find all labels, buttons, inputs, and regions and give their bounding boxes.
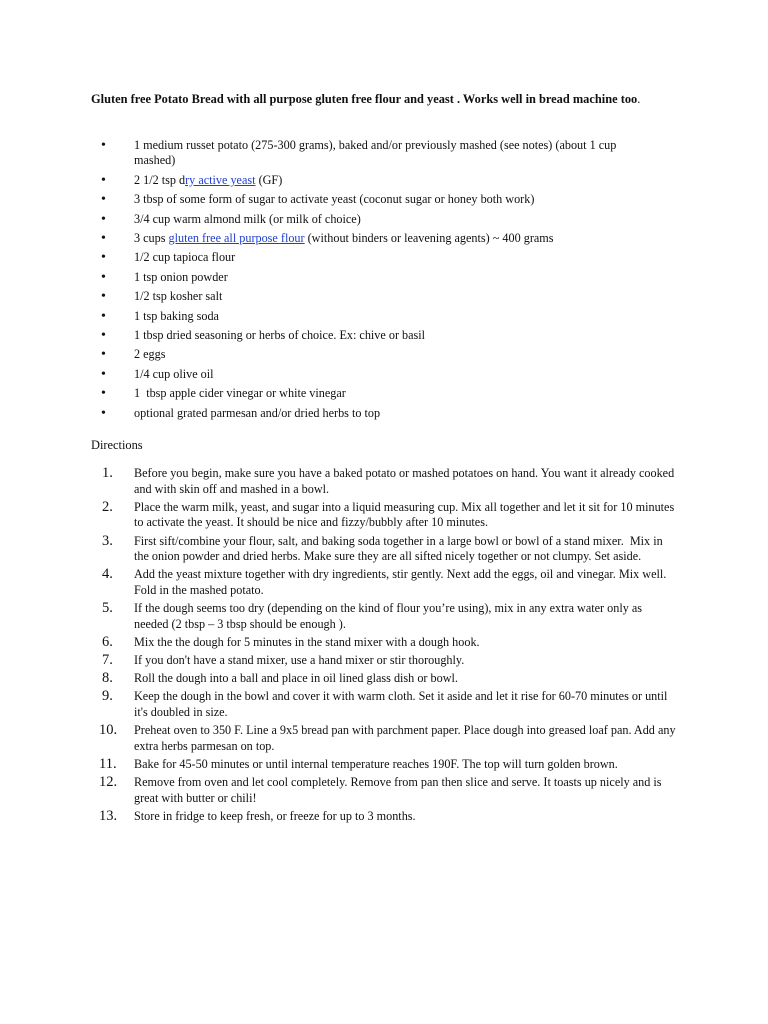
step-number: 12. <box>99 774 118 791</box>
ingredient-item <box>0 309 654 324</box>
ingredient-item <box>0 250 654 265</box>
ingredient-text: 1 tsp baking soda <box>134 308 219 323</box>
direction-step <box>0 601 679 632</box>
direction-step <box>0 671 679 687</box>
step-number: 4. <box>102 566 113 583</box>
direction-step <box>0 653 679 669</box>
step-text: Remove from oven and let cool completely. Remove from pan then slice and serve. It toasts up nicely and is great with butter or chili! <box>134 775 662 805</box>
ingredient-item <box>0 367 654 382</box>
recipe-title-period: . <box>637 92 641 106</box>
direction-step <box>0 500 679 531</box>
ingredient-text: 2 eggs <box>134 347 166 362</box>
ingredient-item <box>0 138 654 169</box>
ingredient-text: optional grated parmesan and/or dried herbs to top <box>134 405 381 420</box>
ingredient-item <box>0 173 654 188</box>
step-text: Before you begin, make sure you have a baked potato or mashed potatoes on hand. You want it already cooked and with skin off and mashed in a bowl. <box>134 466 675 496</box>
step-number: 7. <box>102 652 113 669</box>
ingredient-item <box>0 386 654 401</box>
step-number: 13. <box>99 808 118 824</box>
recipe-title <box>91 92 651 107</box>
step-number: 3. <box>102 532 113 549</box>
bullet-icon: • <box>101 250 106 266</box>
bullet-icon: • <box>101 211 106 227</box>
step-text: If you don't have a stand mixer, use a hand mixer or stir thoroughly. <box>134 653 465 668</box>
ingredient-text: 1 tbsp dried seasoning or herbs of choice. Ex: chive or basil <box>134 328 426 343</box>
ingredient-item <box>0 328 654 343</box>
bullet-icon: • <box>101 231 106 247</box>
ingredient-item <box>0 212 654 227</box>
step-text: If the dough seems too dry (depending on the kind of flour you’re using), mix in any extra water only as needed (2 tbsp – 3 tbsp should be enough ). <box>134 601 643 631</box>
ingredient-list <box>0 138 768 425</box>
ingredient-item <box>0 289 654 304</box>
ingredient-text-after: (GF) <box>255 172 283 187</box>
step-number: 6. <box>102 633 113 650</box>
direction-step <box>0 775 679 806</box>
bullet-icon: • <box>101 172 106 188</box>
ingredient-text-after: (without binders or leavening agents) ~ 400 grams <box>304 231 554 246</box>
step-number: 2. <box>102 498 113 515</box>
ingredient-item <box>0 192 654 207</box>
ingredient-text: 3 cups <box>134 231 169 246</box>
step-text: Keep the dough in the bowl and cover it with warm cloth. Set it aside and let it rise for 60-70 minutes or until it's doubled in size. <box>134 689 668 720</box>
bullet-icon: • <box>101 192 106 208</box>
direction-step <box>0 534 679 565</box>
direction-step <box>0 757 679 773</box>
step-text: Add the yeast mixture together with dry ingredients, stir gently. Next add the eggs, oil and vinegar. Mix well. Fold in the mashed potato. <box>134 567 667 597</box>
ingredient-text: 1/2 tsp kosher salt <box>134 289 223 304</box>
ingredient-item <box>0 231 654 246</box>
direction-step <box>0 567 679 598</box>
step-number: 1. <box>102 465 113 481</box>
ingredient-item <box>0 347 654 362</box>
step-text: Store in fridge to keep fresh, or freeze for up to 3 months. <box>134 809 416 823</box>
directions-heading: Directions <box>91 438 143 452</box>
ingredient-item <box>0 270 654 285</box>
step-number: 9. <box>102 688 113 705</box>
ingredient-item <box>0 406 654 421</box>
ingredient-text: 1/4 cup olive oil <box>134 366 214 381</box>
bullet-icon: • <box>101 347 106 363</box>
step-number: 8. <box>102 670 113 687</box>
bullet-icon: • <box>101 289 106 305</box>
step-text: Bake for 45-50 minutes or until internal temperature reaches 190F. The top will turn golden brown. <box>134 757 618 772</box>
ingredient-text: 1 tbsp apple cider vinegar or white vinegar <box>134 386 346 401</box>
step-text: Roll the dough into a ball and place in oil lined glass dish or bowl. <box>134 671 458 686</box>
bullet-icon: • <box>101 386 106 402</box>
step-text: First sift/combine your flour, salt, and baking soda together in a large bowl or bowl of a stand mixer. Mix in the onion powder and dried herbs. Make sure they are all sifted nicely together or not clumpy. Set aside. <box>134 533 666 564</box>
ingredient-text: 1 tsp onion powder <box>134 269 228 284</box>
step-number: 10. <box>99 722 118 739</box>
dry-active-yeast-link[interactable]: ry active yeast <box>185 172 256 187</box>
gluten-free-flour-link[interactable]: gluten free all purpose flour <box>168 231 305 246</box>
step-number: 5. <box>102 600 113 617</box>
step-text: Preheat oven to 350 F. Line a 9x5 bread pan with parchment paper. Place dough into greased loaf pan. Add any extra herbs parmesan on top. <box>134 723 676 753</box>
directions-list <box>0 466 768 827</box>
direction-step <box>0 809 679 825</box>
bullet-icon: • <box>101 308 106 324</box>
ingredient-text: 1/2 cup tapioca flour <box>134 250 236 265</box>
direction-step <box>0 466 679 497</box>
ingredient-text: 3 tbsp of some form of sugar to activate yeast (coconut sugar or honey both work) <box>134 192 535 207</box>
direction-step <box>0 689 679 720</box>
bullet-icon: • <box>101 269 106 285</box>
step-text: Mix the the dough for 5 minutes in the stand mixer with a dough hook. <box>134 634 480 649</box>
direction-step <box>0 723 679 754</box>
step-text: Place the warm milk, yeast, and sugar into a liquid measuring cup. Mix all together and let it sit for 10 minutes to activate the yeast. It should be nice and fizzy/bubbly after 10 minutes. <box>134 499 675 530</box>
recipe-title-text: Gluten free Potato Bread with all purpose gluten free flour and yeast . Works well in bread machine too <box>91 92 638 106</box>
bullet-icon: • <box>101 138 106 153</box>
bullet-icon: • <box>101 366 106 382</box>
bullet-icon: • <box>101 328 106 344</box>
ingredient-text: 2 1/2 tsp d <box>134 172 186 187</box>
ingredient-text: 3/4 cup warm almond milk (or milk of choice) <box>134 211 361 226</box>
ingredient-text: 1 medium russet potato (275-300 grams), baked and/or previously mashed (see notes) (about 1 cup mashed) <box>134 138 617 168</box>
step-number: 11. <box>99 756 117 773</box>
direction-step <box>0 635 679 651</box>
bullet-icon: • <box>101 405 106 421</box>
